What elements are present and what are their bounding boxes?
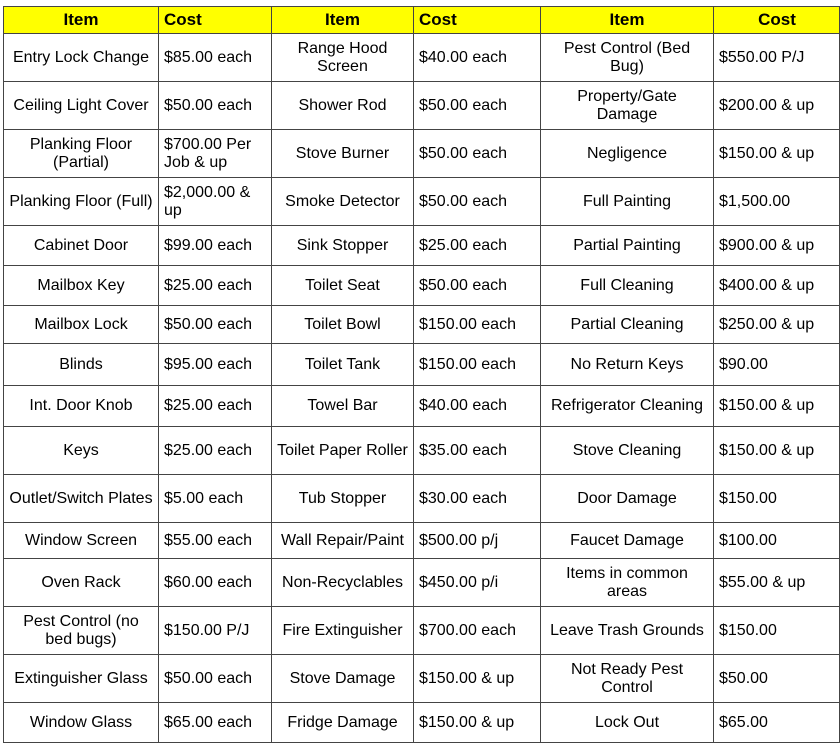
table-row bbox=[4, 226, 840, 266]
cost-cell: $50.00 each bbox=[414, 178, 541, 226]
item-cell: Leave Trash Grounds bbox=[541, 607, 714, 655]
item-cell: Door Damage bbox=[541, 475, 714, 523]
header-item-2: Item bbox=[272, 7, 414, 34]
header-item-3: Item bbox=[541, 7, 714, 34]
item-cell: Smoke Detector bbox=[272, 178, 414, 226]
cost-cell: $50.00 each bbox=[159, 82, 272, 130]
item-cell: Refrigerator Cleaning bbox=[541, 386, 714, 427]
cost-cell: $400.00 & up bbox=[714, 266, 840, 306]
cost-cell: $2,000.00 & up bbox=[159, 178, 272, 226]
table-row bbox=[4, 559, 840, 607]
cost-cell: $150.00 bbox=[714, 475, 840, 523]
item-cell: Wall Repair/Paint bbox=[272, 523, 414, 559]
header-item-1: Item bbox=[4, 7, 159, 34]
item-cell: Toilet Tank bbox=[272, 344, 414, 386]
cost-cell: $65.00 bbox=[714, 703, 840, 743]
item-cell: Stove Cleaning bbox=[541, 427, 714, 475]
cost-cell: $50.00 bbox=[714, 655, 840, 703]
item-cell: Shower Rod bbox=[272, 82, 414, 130]
header-row bbox=[4, 7, 840, 34]
table-row bbox=[4, 266, 840, 306]
cost-cell: $150.00 & up bbox=[414, 703, 541, 743]
cost-cell: $150.00 & up bbox=[414, 655, 541, 703]
item-cell: Fire Extinguisher bbox=[272, 607, 414, 655]
header-cost-1: Cost bbox=[159, 7, 272, 34]
item-cell: Window Screen bbox=[4, 523, 159, 559]
item-cell: Full Painting bbox=[541, 178, 714, 226]
cost-cell: $50.00 each bbox=[159, 306, 272, 344]
item-cell: Ceiling Light Cover bbox=[4, 82, 159, 130]
cost-cell: $150.00 each bbox=[414, 344, 541, 386]
item-cell: Keys bbox=[4, 427, 159, 475]
cost-cell: $40.00 each bbox=[414, 34, 541, 82]
item-cell: Sink Stopper bbox=[272, 226, 414, 266]
cost-cell: $55.00 & up bbox=[714, 559, 840, 607]
table-row bbox=[4, 306, 840, 344]
cost-cell: $85.00 each bbox=[159, 34, 272, 82]
cost-cell: $150.00 bbox=[714, 607, 840, 655]
cost-cell: $100.00 bbox=[714, 523, 840, 559]
item-cell: Cabinet Door bbox=[4, 226, 159, 266]
table-row bbox=[4, 130, 840, 178]
item-cell: Extinguisher Glass bbox=[4, 655, 159, 703]
item-cell: Toilet Seat bbox=[272, 266, 414, 306]
cost-cell: $40.00 each bbox=[414, 386, 541, 427]
cost-cell: $99.00 each bbox=[159, 226, 272, 266]
cost-cell: $150.00 each bbox=[414, 306, 541, 344]
item-cell: Towel Bar bbox=[272, 386, 414, 427]
cost-cell: $250.00 & up bbox=[714, 306, 840, 344]
header-cost-2: Cost bbox=[414, 7, 541, 34]
item-cell: Mailbox Key bbox=[4, 266, 159, 306]
cost-cell: $65.00 each bbox=[159, 703, 272, 743]
item-cell: No Return Keys bbox=[541, 344, 714, 386]
item-cell: Full Cleaning bbox=[541, 266, 714, 306]
item-cell: Blinds bbox=[4, 344, 159, 386]
cost-cell: $55.00 each bbox=[159, 523, 272, 559]
cost-cell: $5.00 each bbox=[159, 475, 272, 523]
cost-cell: $50.00 each bbox=[159, 655, 272, 703]
table-row bbox=[4, 427, 840, 475]
table-row bbox=[4, 607, 840, 655]
cost-cell: $150.00 & up bbox=[714, 130, 840, 178]
cost-cell: $50.00 each bbox=[414, 130, 541, 178]
header-cost-3: Cost bbox=[714, 7, 840, 34]
item-cell: Planking Floor (Partial) bbox=[4, 130, 159, 178]
item-cell: Toilet Bowl bbox=[272, 306, 414, 344]
cost-cell: $30.00 each bbox=[414, 475, 541, 523]
table-row bbox=[4, 34, 840, 82]
item-cell: Partial Cleaning bbox=[541, 306, 714, 344]
item-cell: Range Hood Screen bbox=[272, 34, 414, 82]
cost-cell: $50.00 each bbox=[414, 82, 541, 130]
item-cell: Not Ready Pest Control bbox=[541, 655, 714, 703]
item-cell: Mailbox Lock bbox=[4, 306, 159, 344]
cost-cell: $25.00 each bbox=[414, 226, 541, 266]
cost-cell: $200.00 & up bbox=[714, 82, 840, 130]
item-cell: Lock Out bbox=[541, 703, 714, 743]
cost-cell: $150.00 P/J bbox=[159, 607, 272, 655]
item-cell: Non-Recyclables bbox=[272, 559, 414, 607]
item-cell: Tub Stopper bbox=[272, 475, 414, 523]
table-row bbox=[4, 523, 840, 559]
table-row bbox=[4, 703, 840, 743]
item-cell: Negligence bbox=[541, 130, 714, 178]
item-cell: Pest Control (no bed bugs) bbox=[4, 607, 159, 655]
table-row bbox=[4, 82, 840, 130]
cost-cell: $25.00 each bbox=[159, 386, 272, 427]
item-cell: Int. Door Knob bbox=[4, 386, 159, 427]
item-cell: Stove Damage bbox=[272, 655, 414, 703]
item-cell: Entry Lock Change bbox=[4, 34, 159, 82]
cost-cell: $35.00 each bbox=[414, 427, 541, 475]
fee-table bbox=[3, 6, 840, 743]
cost-cell: $700.00 each bbox=[414, 607, 541, 655]
cost-cell: $150.00 & up bbox=[714, 427, 840, 475]
table-row bbox=[4, 655, 840, 703]
item-cell: Toilet Paper Roller bbox=[272, 427, 414, 475]
item-cell: Planking Floor (Full) bbox=[4, 178, 159, 226]
cost-cell: $450.00 p/i bbox=[414, 559, 541, 607]
item-cell: Outlet/Switch Plates bbox=[4, 475, 159, 523]
item-cell: Pest Control (Bed Bug) bbox=[541, 34, 714, 82]
cost-cell: $25.00 each bbox=[159, 266, 272, 306]
table-row bbox=[4, 475, 840, 523]
item-cell: Fridge Damage bbox=[272, 703, 414, 743]
item-cell: Items in common areas bbox=[541, 559, 714, 607]
table-row bbox=[4, 386, 840, 427]
cost-cell: $500.00 p/j bbox=[414, 523, 541, 559]
cost-cell: $90.00 bbox=[714, 344, 840, 386]
table-row bbox=[4, 344, 840, 386]
cost-cell: $700.00 Per Job & up bbox=[159, 130, 272, 178]
item-cell: Property/Gate Damage bbox=[541, 82, 714, 130]
cost-cell: $1,500.00 bbox=[714, 178, 840, 226]
cost-cell: $550.00 P/J bbox=[714, 34, 840, 82]
item-cell: Faucet Damage bbox=[541, 523, 714, 559]
table-row bbox=[4, 178, 840, 226]
cost-cell: $95.00 each bbox=[159, 344, 272, 386]
item-cell: Stove Burner bbox=[272, 130, 414, 178]
cost-cell: $25.00 each bbox=[159, 427, 272, 475]
table-body bbox=[4, 34, 840, 743]
cost-cell: $50.00 each bbox=[414, 266, 541, 306]
cost-cell: $60.00 each bbox=[159, 559, 272, 607]
item-cell: Oven Rack bbox=[4, 559, 159, 607]
item-cell: Window Glass bbox=[4, 703, 159, 743]
cost-cell: $150.00 & up bbox=[714, 386, 840, 427]
cost-cell: $900.00 & up bbox=[714, 226, 840, 266]
item-cell: Partial Painting bbox=[541, 226, 714, 266]
